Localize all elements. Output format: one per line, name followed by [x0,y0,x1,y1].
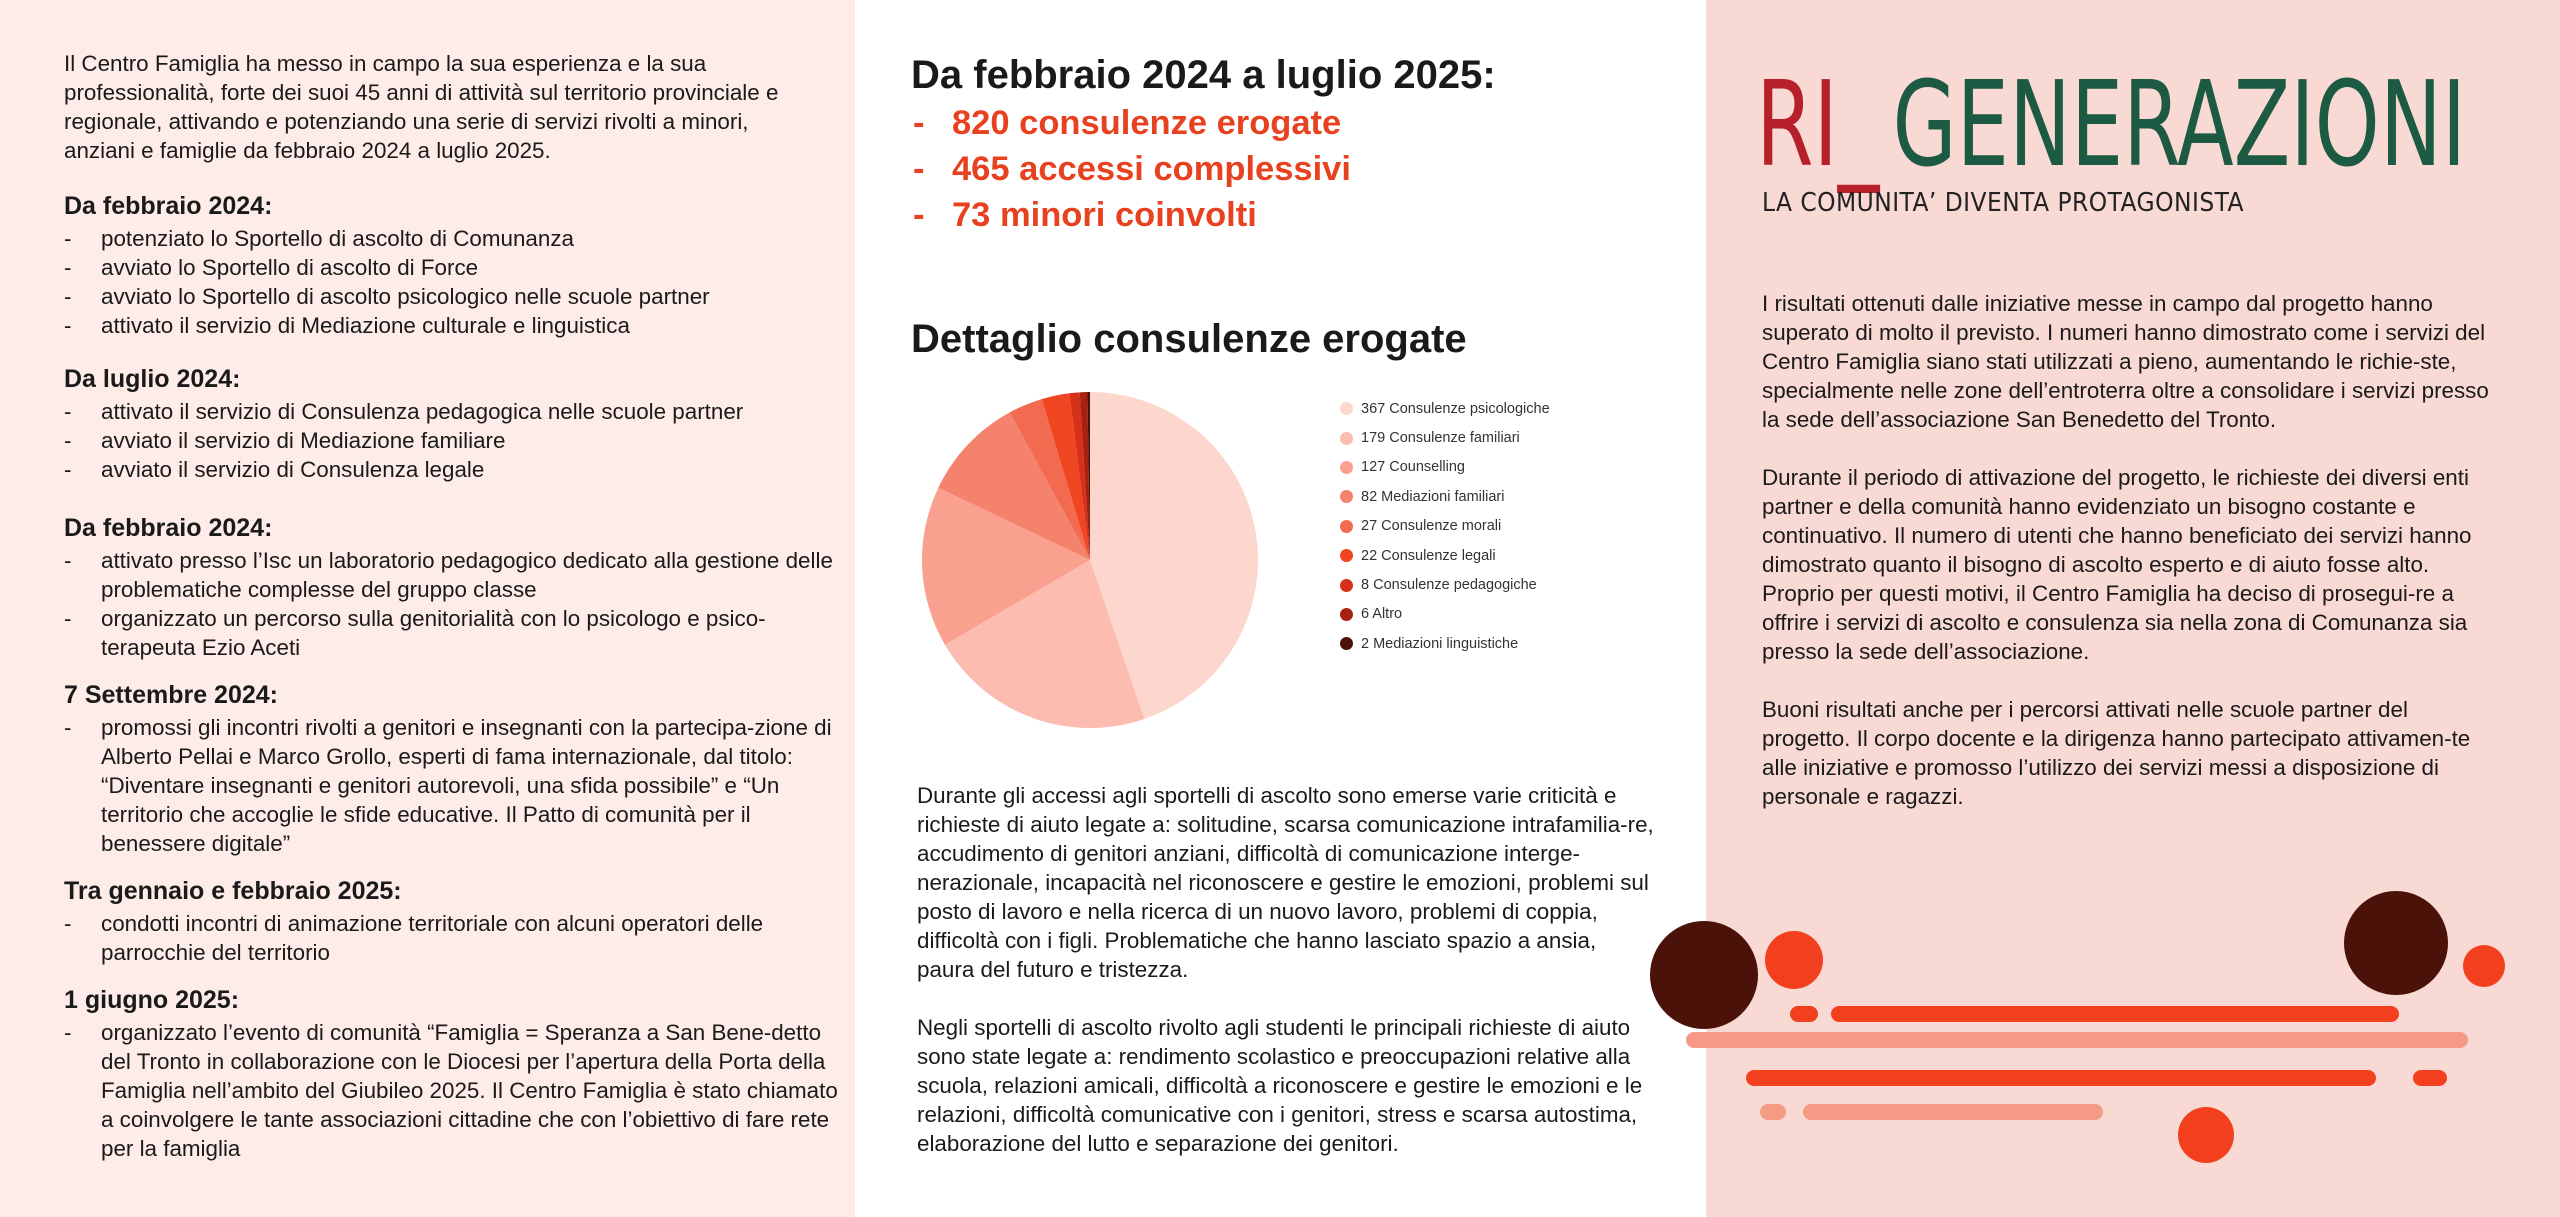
stats-heading: Da febbraio 2024 a luglio 2025: [911,53,1496,97]
legend-label: 127 Counselling [1361,459,1465,476]
project-logo [1756,55,2467,193]
legend-item [1340,512,1550,541]
legend-label: 27 Consulenze morali [1361,518,1502,535]
legend-label: 22 Consulenze legali [1361,547,1496,564]
bullet-list [64,909,855,967]
decor-bar [1790,1006,1818,1022]
list-item: - attivato presso l’Isc un laboratorio pedagogico dedicato alla gestione delle problematiche complesse del gruppo classe [64,546,841,604]
legend-label: 179 Consulenze familiari [1361,430,1520,447]
legend-item [1340,423,1550,452]
bullet-list [64,546,855,662]
spacer [64,858,855,876]
list-item: - attivato il servizio di Mediazione culturale e linguistica [64,311,841,340]
list-item: - avviato lo Sportello di ascolto di Force [64,253,841,282]
section-heading: Da febbraio 2024: [64,192,273,220]
list-item: - avviato lo Sportello di ascolto psicologico nelle scuole partner [64,282,841,311]
bullet-list [64,224,855,340]
spacer [64,340,855,364]
section-heading: 7 Settembre 2024: [64,681,279,709]
decor-circle [1765,931,1823,989]
legend-item [1340,394,1550,423]
paragraph: Durante il periodo di attivazione del progetto, le richieste dei diversi enti partner e della comunità hanno evidenziato un bisogno costante e continuativo. Il numero di utenti che hanno beneficiato dei servizi hanno dimostrato quanto il bisogno di ascolto esperto e di aiuto fosse alto. Proprio per questi motivi, il Centro Famiglia ha deciso di prosegui-re a offrire i servizi di ascolto e consulenza sia nella zona di Comunanza sia presso la sede dell’associazione. [1762,465,2472,664]
legend-swatch [1340,579,1353,592]
spacer [64,662,855,680]
legend-item [1340,482,1550,511]
legend-label: 82 Mediazioni familiari [1361,488,1505,505]
results-text [1762,289,2502,840]
right-panel [1706,0,2560,1217]
stat-item: - 820 consulenze erogate [911,100,1351,146]
intro-paragraph: Il Centro Famiglia ha messo in campo la sua esperienza e la sua professionalità, forte dei suoi 45 anni di attività sul territorio provinciale e regionale, attivando e potenziando una serie di servizi rivolti a minori, anziani e famiglie da febbraio 2024 a luglio 2025. [64,51,779,163]
list-item: - avviato il servizio di Consulenza legale [64,455,841,484]
spacer [64,967,855,985]
list-item: - organizzato l’evento di comunità “Famiglia = Speranza a San Bene-detto del Tronto in collaborazione con le Diocesi per l’apertura della Porta della Famiglia nell’ambito del Giubileo 2025. Il Centro Famiglia è stato chiamato a coinvolgere le tante associazioni cittadine che con l’obiettivo di fare rete per la famiglia [64,1018,841,1163]
timeline-section [64,191,855,340]
decor-bar [1831,1006,2399,1022]
stat-item: - 465 accessi complessivi [911,146,1351,192]
legend-swatch [1340,432,1353,445]
section-heading: Da febbraio 2024: [64,514,273,542]
timeline-section [64,364,855,484]
chart-legend [1340,394,1550,659]
legend-swatch [1340,461,1353,474]
legend-swatch [1340,637,1353,650]
paragraph: Negli sportelli di ascolto rivolto agli studenti le principali richieste di aiuto sono state legate a: rendimento scolastico e preoccupazioni relative alla scuola, relazioni amicali, difficoltà a riconoscere e gestire le emozioni e le relazioni, difficoltà comunicative con i genitori, stress e scarsa autostima, elaborazione del lutto e separazione dei genitori. [917,1015,1643,1156]
decor-bar [1803,1104,2103,1120]
list-item: - organizzato un percorso sulla genitorialità con lo psicologo e psico-terapeuta Ezio Aceti [64,604,841,662]
legend-item [1340,453,1550,482]
list-item: - condotti incontri di animazione territoriale con alcuni operatori delle parrocchie del territorio [64,909,841,967]
legend-label: 367 Consulenze psicologiche [1361,400,1550,417]
legend-swatch [1340,490,1353,503]
decor-bar [2413,1070,2447,1086]
paragraph: Buoni risultati anche per i percorsi attivati nelle scuole partner del progetto. Il corpo docente e la dirigenza hanno partecipato attivamen-te alle iniziative e promosso l’utilizzo dei servizi messi a disposizione di personale e ragazzi. [1762,697,2471,809]
chart-title: Dettaglio consulenze erogate [911,317,1467,361]
legend-swatch [1340,608,1353,621]
left-panel [0,0,855,1217]
legend-swatch [1340,549,1353,562]
stats-list [911,100,1351,238]
bullet-list [64,713,855,858]
legend-swatch [1340,520,1353,533]
pie-chart [915,385,1265,735]
logo-tagline: LA COMUNITA’ DIVENTA PROTAGONISTA [1762,188,2245,218]
bullet-list [64,397,855,484]
list-item: - potenziato lo Sportello di ascolto di Comunanza [64,224,841,253]
timeline-section [64,985,855,1163]
decor-bar [1746,1070,2376,1086]
section-heading: Tra gennaio e febbraio 2025: [64,877,402,905]
middle-panel [855,0,1706,1217]
paragraph: I risultati ottenuti dalle iniziative messe in campo dal progetto hanno superato di molto il previsto. I numeri hanno dimostrato come i servizi del Centro Famiglia siano stati utilizzati a pieno, aumentando le richie-ste, specialmente nelle zone dell’entroterra oltre a consolidare i servizi presso la sede dell’associazione San Benedetto del Tronto. [1762,291,2489,432]
decor-bar [1760,1104,1786,1120]
legend-item [1340,600,1550,629]
stat-item: - 73 minori coinvolti [911,192,1351,238]
logo-text-generazioni: GENERAZIONI [1892,55,2467,193]
section-heading: 1 giugno 2025: [64,986,240,1014]
logo-text-ri: RI_ [1756,55,1880,193]
legend-item [1340,629,1550,658]
legend-item [1340,570,1550,599]
legend-item [1340,541,1550,570]
legend-label: 6 Altro [1361,606,1403,623]
decorative-graphic [1706,880,2560,1217]
timeline-section [64,680,855,858]
paragraph: Durante gli accessi agli sportelli di ascolto sono emerse varie criticità e richieste di aiuto legate a: solitudine, scarsa comunicazione intrafamilia-re, accudimento di genitori anziani, difficoltà di comunicazione interge-nerazionale, incapacità nel riconoscere e gestire le emozioni, problemi sul posto di lavoro e nella ricerca di un nuovo lavoro, problemi di coppia, difficoltà con i figli. Problematiche che hanno lasciato spazio a ansia, paura del futuro e tristezza. [917,783,1654,982]
findings-text [917,781,1657,1187]
decor-circle [2344,891,2448,995]
legend-swatch [1340,402,1353,415]
spacer [64,484,855,513]
timeline-section [64,876,855,967]
decor-bar [1686,1032,2468,1048]
decor-circle [2178,1107,2234,1163]
list-item: - avviato il servizio di Mediazione familiare [64,426,841,455]
decor-circle [1650,921,1758,1029]
section-heading: Da luglio 2024: [64,365,241,393]
decor-circle [2463,945,2505,987]
legend-label: 2 Mediazioni linguistiche [1361,635,1519,652]
timeline-section [64,513,855,662]
legend-label: 8 Consulenze pedagogiche [1361,577,1537,594]
list-item: - promossi gli incontri rivolti a genitori e insegnanti con la partecipa-zione di Alberto Pellai e Marco Grollo, esperti di fama internazionale, dal titolo: “Diventare insegnanti e genitori autorevoli, una sfida possibile” e “Un territorio che accoglie le sfide educative. Il Patto di comunità per il benessere digitale” [64,713,841,858]
bullet-list [64,1018,855,1163]
list-item: - attivato il servizio di Consulenza pedagogica nelle scuole partner [64,397,841,426]
